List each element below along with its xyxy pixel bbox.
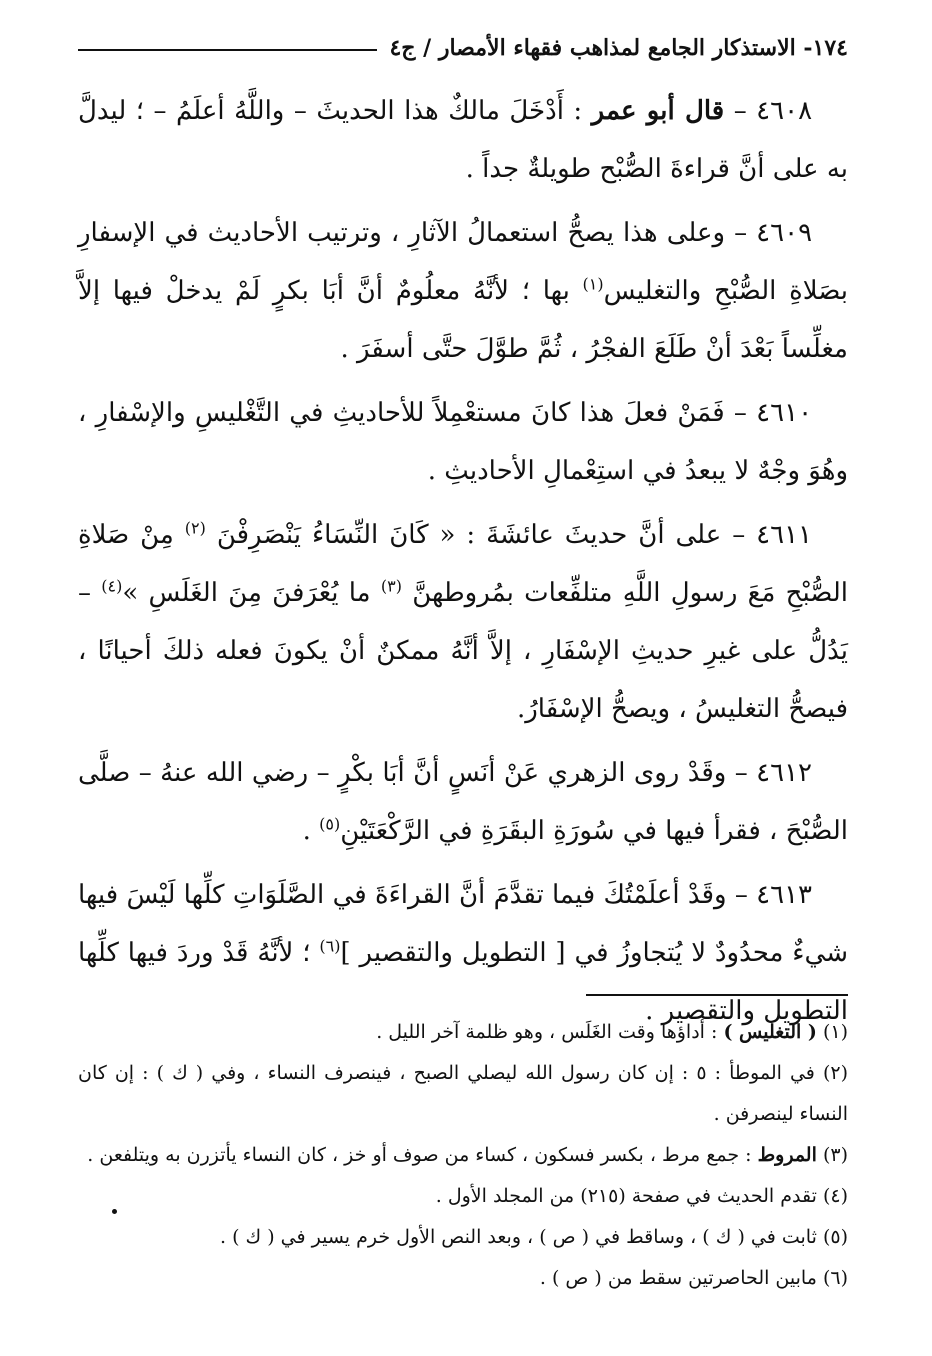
footnote-ref: (٥) bbox=[319, 814, 341, 834]
footnote-4 bbox=[78, 1176, 848, 1217]
paragraph-text: . bbox=[302, 816, 320, 846]
paragraph-text: ما يُعْرَفنَ مِنَ الغَلَسِ » bbox=[122, 578, 381, 608]
ink-speck bbox=[112, 1209, 117, 1214]
main-text bbox=[78, 82, 848, 1046]
footnote-text: ثابت في ( ك ) ، وساقط في ( ص ) ، وبعد النص الأول خرم يسير في ( ك ) . bbox=[219, 1226, 817, 1248]
running-header bbox=[78, 28, 848, 68]
footnote-number: (٣) bbox=[822, 1144, 848, 1166]
footnote-1 bbox=[78, 1012, 848, 1053]
paragraph-text: : أَدْخَلَ مالكٌ هذا الحديثَ – واللَّهُ أعلَمُ – ؛ ليدلَّ به على أنَّ قراءةَ الصُّبْح طويلةٌ جداً . bbox=[78, 96, 848, 184]
paragraph-number: ٤٦١٠ – bbox=[733, 398, 813, 428]
footnote-number: (٤) bbox=[822, 1185, 848, 1207]
footnote-3 bbox=[78, 1135, 848, 1176]
footnote-text: في الموطأ : ٥ : إن كان رسول الله ليصلي الصبح ، فينصرف النساء ، وفي ( ك ) : إن كان النساء لينصرفن . bbox=[78, 1062, 848, 1125]
paragraph-4612 bbox=[78, 744, 848, 860]
footnote-2 bbox=[78, 1053, 848, 1135]
header-rule bbox=[78, 49, 377, 51]
footnote-text: : أداؤها وقت الغَلَس ، وهو ظلمة آخر الليل . bbox=[376, 1021, 718, 1043]
paragraph-number: ٤٦١٢ – bbox=[734, 758, 813, 788]
footnote-term: المروط bbox=[757, 1144, 817, 1166]
footnote-ref: (١) bbox=[582, 274, 604, 294]
footnote-text: تقدم الحديث في صفحة (٢١٥) من المجلد الأول . bbox=[435, 1185, 817, 1207]
footnote-ref: (٢) bbox=[184, 518, 206, 538]
paragraph-text: مِنْ صَلاةِ الصُّبْحِ مَعَ رسولِ اللَّهِ متلفِّعات بمُروطهنَّ bbox=[78, 520, 848, 608]
paragraph-number: ٤٦٠٨ – bbox=[733, 96, 813, 126]
paragraph-text: وقَدْ روى الزهري عَنْ أنَسٍ أنَّ أبَا بكْرٍ – رضي الله عنهُ – صلَّى الصُّبْحَ ، فقرأ فيها في سُورَةِ البقَرَةِ في الرَّكْعَتَيْنِ bbox=[78, 758, 848, 846]
paragraph-text: ؛ لأنَّهُ قَدْ وردَ فيها كلِّها التطويل والتقصير . bbox=[78, 938, 848, 1026]
paragraph-number: ٤٦١١ – bbox=[732, 520, 813, 550]
paragraph-number: ٤٦١٣ – bbox=[734, 880, 813, 910]
footnote-separator bbox=[586, 994, 848, 996]
footnote-text: : جمع مرط ، بكسر فسكون ، كساء من صوف أو خز ، كان النساء يأتزرن به ويتلفعن . bbox=[87, 1144, 752, 1166]
paragraph-text: – يَدُلُّ على غيرِ حديثِ الإسْفَارِ ، إلاَّ أنَّهُ ممكنٌ أنْ يكونَ فعله ذلكَ أحيانًا ، فيصحُّ التغليسُ ، ويصحُّ الإسْفَارُ. bbox=[78, 578, 848, 724]
paragraph-text: وقَدْ أعلَمْتُكَ فيما تقدَّمَ أنَّ القراءَةَ في الصَّلَوَاتِ كلِّها لَيْسَ فيها شيءٌ محدُودٌ لا يُتجاوزُ في [ التطويل والتقصير ] bbox=[78, 880, 848, 968]
footnote-5 bbox=[78, 1217, 848, 1258]
paragraph-text: فَمَنْ فعلَ هذا كانَ مستعْمِلاً للأحاديثِ في التَّغْليسِ والإسْفارِ ، وهُوَ وجْهٌ لا يبعدُ في استِعْمالِ الأحاديثِ . bbox=[78, 398, 848, 486]
footnote-number: (٢) bbox=[822, 1062, 848, 1084]
footnote-text: مابين الحاصرتين سقط من ( ص ) . bbox=[539, 1267, 817, 1289]
footnote-ref: (٤) bbox=[101, 576, 123, 596]
footnote-ref: (٣) bbox=[380, 576, 402, 596]
page-header-title: ١٧٤- الاستذكار الجامع لمذاهب فقهاء الأمصار / ج٤ bbox=[389, 35, 848, 61]
footnotes bbox=[78, 1012, 848, 1299]
paragraph-number: ٤٦٠٩ – bbox=[734, 218, 813, 248]
footnote-number: (٥) bbox=[822, 1226, 848, 1248]
footnote-ref: (٦) bbox=[319, 936, 341, 956]
paragraph-4610 bbox=[78, 384, 848, 500]
footnote-number: (٦) bbox=[822, 1267, 848, 1289]
paragraph-4609 bbox=[78, 204, 848, 378]
paragraph-4611 bbox=[78, 506, 848, 738]
footnote-6 bbox=[78, 1258, 848, 1299]
footnote-term: ( التغليس ) bbox=[723, 1021, 817, 1043]
paragraph-text: بها ؛ لأنَّهُ معلُومٌ أنَّ أبَا بكرٍ لَمْ يدخلْ فيها إلاَّ مغلِّساً بَعْدَ أنْ طَلَعَ الفجْرُ ، ثُمَّ طوَّلَ حتَّى أسفَرَ . bbox=[78, 276, 848, 364]
paragraph-text: على أنَّ حديثَ عائشَةَ : « كَانَ النِّسَاءُ يَنْصَرِفْنَ bbox=[205, 520, 722, 550]
footnote-number: (١) bbox=[822, 1021, 848, 1043]
paragraph-4608 bbox=[78, 82, 848, 198]
paragraph-lead: قال أبو عمر bbox=[591, 96, 725, 126]
paragraph-text: وعلى هذا يصحُّ استعمالُ الآثارِ ، وترتيب الأحاديث في الإسفارِ بصَلاةِ الصُّبْحِ والتغليس bbox=[78, 218, 848, 306]
